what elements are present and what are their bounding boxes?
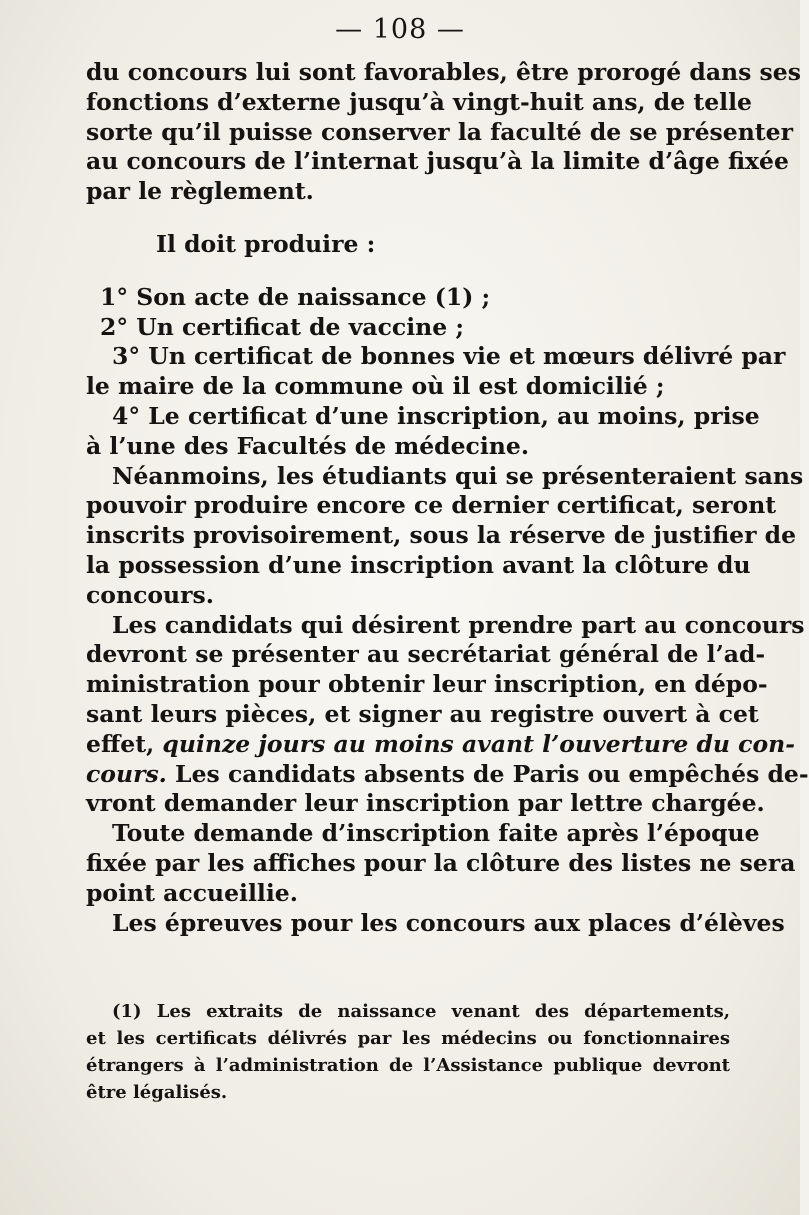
text-line: [86, 729, 796, 760]
page-number: — 108 —: [335, 14, 465, 45]
italic-text: quinze jours au moins avant l’ouverture du con-: [162, 729, 796, 758]
list-item-4: 4° Le certificat d’une inscription, au moins, prise: [112, 401, 760, 430]
footnote-line: étrangers à l’administration de l’Assistance publique devront: [86, 1055, 730, 1076]
text-line: la possession d’une inscription avant la clôture du: [86, 550, 751, 579]
text-line: ministration pour obtenir leur inscription, en dépo-: [86, 670, 768, 699]
footnotes: [86, 998, 730, 1106]
text-run: Les candidats absents de Paris ou empêchés de-: [166, 759, 809, 788]
italic-text: cours.: [86, 759, 167, 788]
footnote-line: et les certificats délivrés par les médecins ou fonctionnaires: [86, 1028, 730, 1049]
text-line: par le règlement.: [86, 177, 314, 206]
text-line: Les candidats qui désirent prendre part au concours: [112, 610, 805, 639]
text-line: devront se présenter au secrétariat général de l’ad-: [86, 640, 766, 669]
text-line: le maire de la commune où il est domicilié ;: [86, 372, 665, 401]
list-item-2: 2° Un certificat de vaccine ;: [100, 312, 465, 341]
text-line: vront demander leur inscription par lettre chargée.: [86, 789, 765, 818]
list-item-1: 1° Son acte de naissance (1) ;: [100, 282, 491, 311]
text-line: du concours lui sont favorables, être prorogé dans ses: [86, 58, 801, 86]
paragraph-gap: [86, 207, 718, 230]
text-line: Il doit produire :: [156, 229, 376, 258]
footnote-line: (1) Les extraits de naissance venant des départements,: [112, 1001, 730, 1022]
text-line: sorte qu’il puisse conserver la faculté de se présenter: [86, 117, 793, 146]
list-item-3: 3° Un certificat de bonnes vie et mœurs délivré par: [112, 342, 786, 371]
text-run: effet,: [86, 729, 163, 758]
text-line: pouvoir produire encore ce dernier certificat, seront: [86, 491, 777, 520]
text-line: sant leurs pièces, et signer au registre ouvert à cet: [86, 699, 759, 728]
text-line: Les épreuves pour les concours aux places d’élèves: [112, 908, 785, 937]
text-line: au concours de l’internat jusqu’à la limite d’âge fixée: [86, 147, 789, 176]
text-line: inscrits provisoirement, sous la réserve de justifier de: [86, 521, 797, 550]
text-line: fixée par les affiches pour la clôture des listes ne sera: [86, 848, 796, 877]
text-line: [86, 759, 809, 790]
body-text: [86, 58, 809, 938]
footnote-line: être légalisés.: [86, 1082, 228, 1103]
text-line: fonctions d’externe jusqu’à vingt-huit ans, de telle: [86, 87, 752, 116]
paragraph-gap: [86, 260, 718, 283]
text-line: Néanmoins, les étudiants qui se présenteraient sans: [112, 461, 804, 490]
text-line: concours.: [86, 580, 214, 609]
text-line: à l’une des Facultés de médecine.: [86, 431, 530, 460]
text-line: point accueillie.: [86, 878, 298, 907]
text-line: Toute demande d’inscription faite après l’époque: [112, 819, 760, 848]
